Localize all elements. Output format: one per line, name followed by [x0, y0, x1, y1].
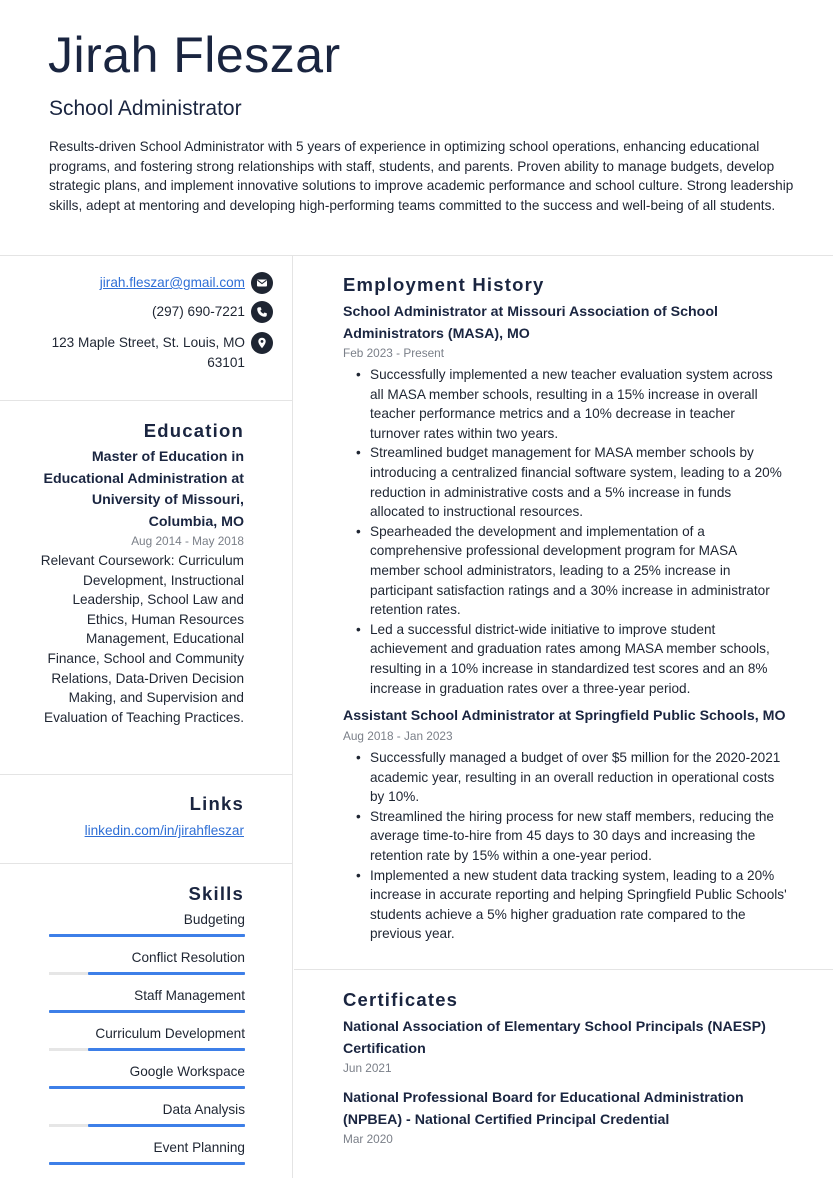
skill-name: Google Workspace [129, 1064, 245, 1079]
skills-section [0, 864, 293, 1178]
skill-item [49, 1100, 245, 1138]
linkedin-link[interactable]: linkedin.com/in/jirahfleszar [84, 823, 244, 838]
job-bullet: • Implemented a new student data tracking system, leading to a 20% increase in accurate reporting and helping Springfield Public Schools' students achieve a 5% higher graduation rate compared to the previous year. [356, 866, 788, 944]
employment-heading: Employment History [343, 274, 545, 295]
contact-section [0, 256, 293, 401]
skill-level-bar [49, 1010, 245, 1013]
job-bullet: • Streamlined budget management for MASA member schools by introducing a centralized financial software system, leading to a 20% reduction in administrative costs and a 5% increase in funds allocated to instructional resources. [356, 443, 788, 521]
skill-item [49, 1024, 245, 1062]
links-section [0, 775, 293, 864]
skill-level-bar [49, 1048, 245, 1051]
phone-number: (297) 690-7221 [152, 304, 245, 319]
job-title-heading: School Administrator [49, 97, 242, 120]
right-column [294, 256, 833, 1178]
skill-level-fill [88, 1124, 245, 1127]
skill-level-fill [49, 1086, 245, 1089]
education-section [0, 401, 293, 775]
skill-item [49, 1138, 245, 1176]
certificate-title: National Association of Elementary School Principals (NAESP) Certification [343, 1019, 766, 1057]
skills-heading: Skills [188, 883, 244, 904]
contact-email-row[interactable] [45, 273, 273, 294]
skill-level-fill [88, 972, 245, 975]
job-bullet: • Successfully managed a budget of over $5 million for the 2020-2021 academic year, resulting in an overall reduction in operational costs by 10%. [356, 748, 788, 807]
email-link[interactable]: jirah.fleszar@gmail.com [99, 275, 245, 290]
contact-phone-row [45, 302, 273, 323]
left-column [0, 256, 293, 1178]
location-pin-icon [251, 332, 273, 354]
address: 123 Maple Street, St. Louis, MO 63101 [51, 335, 245, 370]
certificates-heading: Certificates [343, 989, 459, 1010]
skill-name: Conflict Resolution [131, 950, 245, 965]
job-bullet: • Led a successful district-wide initiative to improve student achievement and graduation rates among MASA member schools, resulting in a 10% increase in standardized test scores and an 8% increase in graduation rates over a three-year period. [356, 620, 788, 698]
skill-level-fill [49, 934, 245, 937]
links-heading: Links [189, 793, 244, 814]
candidate-name: Jirah Fleszar [48, 27, 341, 83]
skill-item [49, 948, 245, 986]
certificate-title: National Professional Board for Educational Administration (NPBEA) - National Certified Principal Credential [343, 1090, 744, 1128]
skill-level-fill [49, 1162, 245, 1165]
skill-level-fill [88, 1048, 245, 1051]
job-date: Aug 2018 - Jan 2023 [343, 729, 453, 743]
job-date: Feb 2023 - Present [343, 346, 444, 360]
resume-header [0, 0, 833, 256]
job-bullet: • Successfully implemented a new teacher evaluation system across all MASA member schools, resulting in a 15% increase in overall teacher performance metrics and a 10% decrease in teacher turnover rates within two years. [356, 365, 788, 443]
skill-name: Staff Management [134, 988, 245, 1003]
job-title: Assistant School Administrator at Springfield Public Schools, MO [343, 708, 786, 724]
profile-summary: Results-driven School Administrator with 5 years of experience in optimizing school operations, enhancing educational programs, and fostering strong relationships with staff, students, and parents. Proven ability to manage budgets, develop strategic plans, and implement innovative solutions to improve academic performance and school culture. Strong leadership skills, adept at mentoring and developing high-performing teams committed to the success and well-being of all students. [49, 139, 794, 213]
skill-level-bar [49, 934, 245, 937]
job-bullet: • Streamlined the hiring process for new staff members, reducing the average time-to-hire from 45 days to 30 days and increasing the retention rate by 15% within a one-year period. [356, 807, 788, 866]
job-title: School Administrator at Missouri Association of School Administrators (MASA), MO [343, 304, 718, 342]
skill-level-bar [49, 1124, 245, 1127]
skill-item [49, 1062, 245, 1100]
coursework-description: Relevant Coursework: Curriculum Development, Instructional Leadership, School Law and Ethics, Human Resources Management, Educational Finance, School and Community Relations, Data-Driven Decision Making, and Supervision and Evaluation of Teaching Practices. [40, 553, 244, 725]
skill-item [49, 910, 245, 948]
skill-item [49, 986, 245, 1024]
skill-name: Budgeting [183, 912, 245, 927]
certificate-date: Jun 2021 [343, 1061, 392, 1075]
certificate-date: Mar 2020 [343, 1132, 393, 1146]
skill-level-fill [49, 1010, 245, 1013]
envelope-icon [251, 272, 273, 294]
education-date: Aug 2014 - May 2018 [131, 534, 244, 548]
education-heading: Education [143, 420, 244, 441]
skill-level-bar [49, 1086, 245, 1089]
skill-level-bar [49, 972, 245, 975]
degree-title: Master of Education in Educational Administration at University of Missouri, Columbia, MO [43, 449, 244, 530]
skill-level-bar [49, 1162, 245, 1165]
job-bullets [356, 748, 788, 944]
skill-name: Event Planning [153, 1140, 245, 1155]
skill-name: Data Analysis [162, 1102, 245, 1117]
contact-address-row [45, 333, 273, 372]
skill-name: Curriculum Development [95, 1026, 245, 1041]
section-divider [294, 969, 833, 970]
job-bullets [356, 365, 788, 698]
job-bullet: • Spearheaded the development and implementation of a comprehensive professional development program for MASA member school administrators, leading to a 25% increase in participant satisfaction ratings and a 30% increase in administrator retention rates. [356, 522, 788, 620]
phone-icon [251, 301, 273, 323]
